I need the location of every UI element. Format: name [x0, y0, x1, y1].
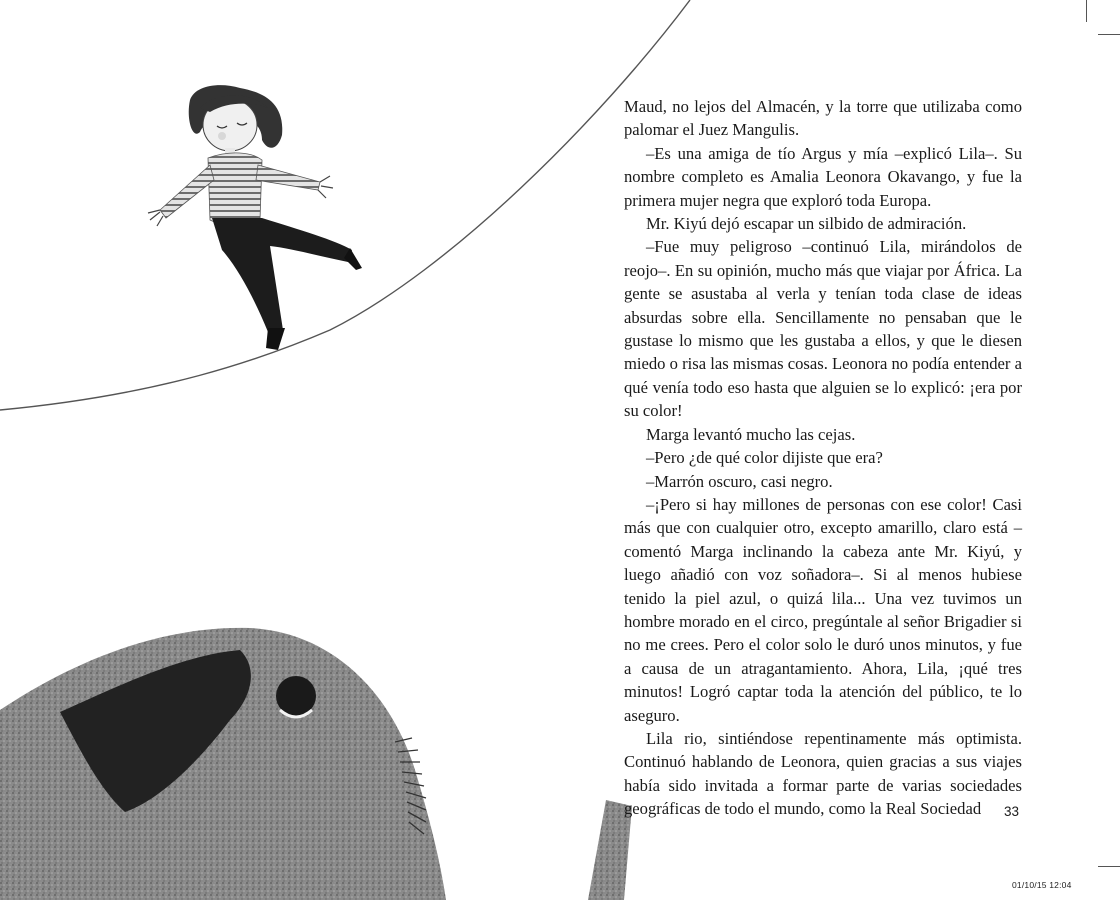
crop-mark-top-right	[1098, 34, 1120, 35]
crop-mark-top	[1086, 0, 1087, 22]
paragraph: Marga levantó mucho las cejas.	[646, 424, 856, 444]
paragraph: Lila rio, sintiéndose repentinamente más optimista. Continuó hablando de Leonora, quien gracias a sus viajes había sido invitada a formar parte de varias sociedades geográficas de todo el mundo, como la Real Sociedad	[624, 728, 1022, 819]
girl-figure	[148, 85, 362, 350]
tightrope	[0, 0, 690, 410]
page-number: 33	[1004, 804, 1020, 819]
paragraph: –Marrón oscuro, casi negro.	[646, 471, 833, 491]
elephant-figure	[0, 628, 632, 900]
paragraph: Mr. Kiyú dejó escapar un silbido de admiración.	[646, 214, 967, 234]
paragraph: –¡Pero si hay millones de personas con ese color! Casi más que con cualquier otro, excepto amarillo, claro está –comentó Marga inclinando la cabeza ante Mr. Kiyú, y luego añadió con voz soñadora–. Si al menos hubiese tenido la piel azul, o quizá lila... Una vez tuvimos un hombre morado en el circo, pregúntale al señor Brigadier si no me crees. Pero el color solo le duró unos minutos, y fue a causa de un atragantamiento. Ahora, Lila, ¡qué tres minutos! Logró captar toda la atención del público, te lo aseguro.	[624, 494, 1022, 725]
paragraph: –Fue muy peligroso –continuó Lila, mirándolos de reojo–. En su opinión, mucho más que viajar por África. La gente se asustaba al verla y tenían toda clase de ideas absurdas sobre ella. Sencillamente no pensaban que le gustase lo mismo que les gustaba a ellos, y que le diesen miedo o risa las mismas cosas. Leonora no podía entender a qué venía todo eso hasta que alguien se lo explicó: ¡era por su color!	[624, 237, 1022, 421]
print-timestamp: 01/10/15 12:04	[1012, 880, 1072, 890]
paragraph: Maud, no lejos del Almacén, y la torre que utilizaba como palomar el Juez Mangulis.	[624, 97, 1022, 140]
crop-mark-bottom-right	[1098, 866, 1120, 867]
paragraph: –Pero ¿de qué color dijiste que era?	[646, 448, 883, 468]
paragraph: –Es una amiga de tío Argus y mía –explicó Lila–. Su nombre completo es Amalia Leonora Okavango, y fue la primera mujer negra que exploró toda Europa.	[624, 143, 1022, 210]
body-text	[624, 95, 1022, 821]
